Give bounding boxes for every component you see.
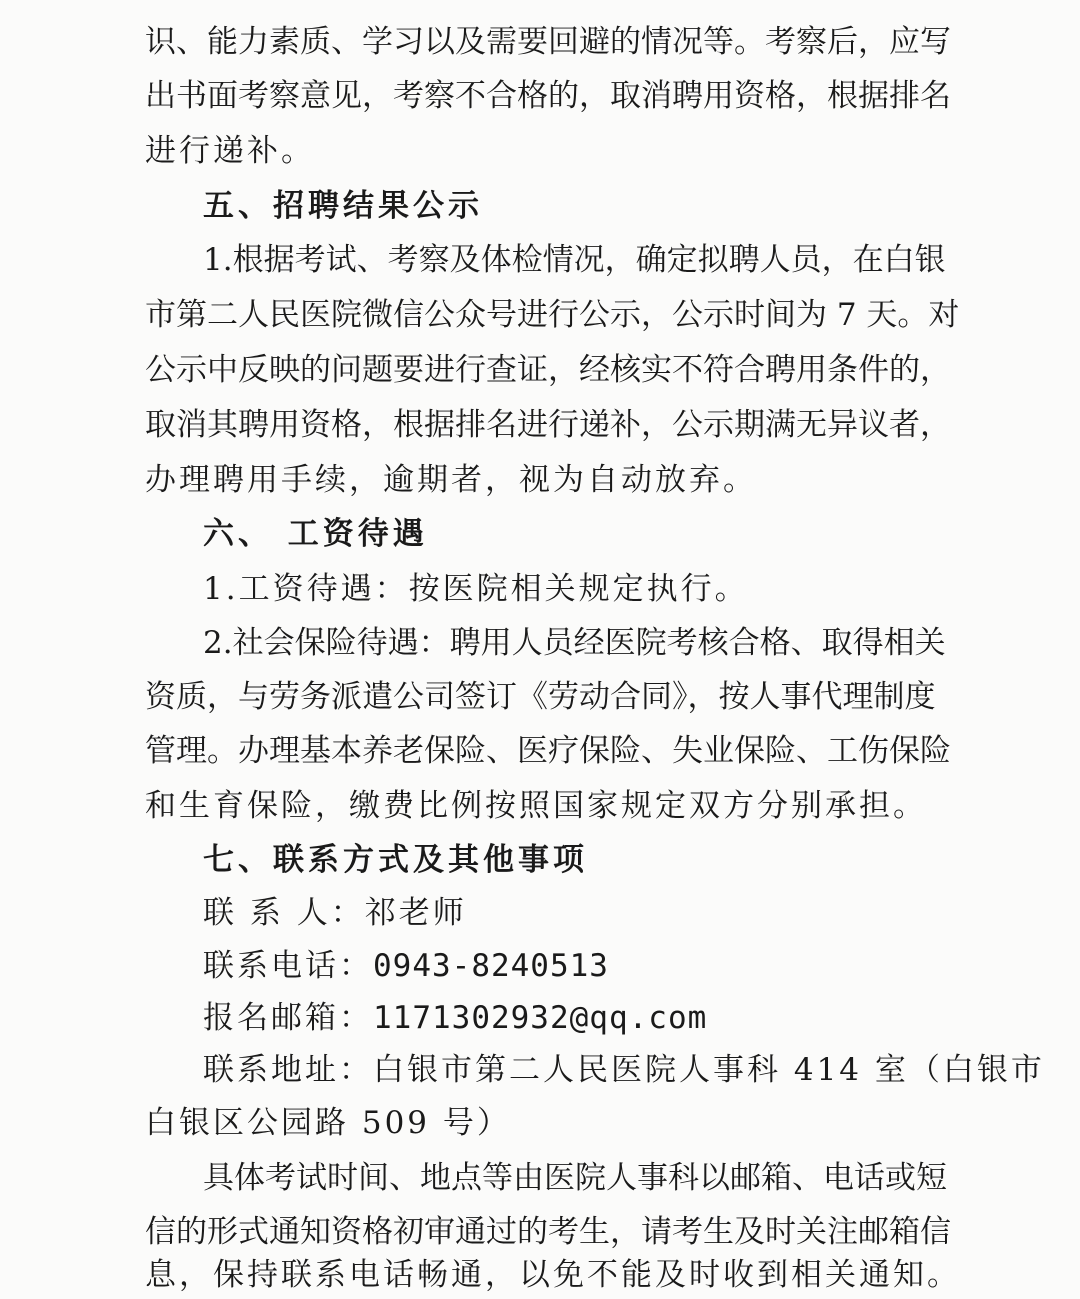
paragraph-line: 1.工资待遇：按医院相关规定执行。: [203, 571, 749, 607]
contact-email-label: 报名邮箱：: [203, 1000, 373, 1036]
paragraph-line: 信的形式通知资格初审通过的考生，请考生及时关注邮箱信: [145, 1214, 951, 1250]
contact-email-value: 1171302932@qq.com: [373, 1000, 708, 1036]
paragraph-line: 和生育保险，缴费比例按照国家规定双方分别承担。: [145, 788, 927, 824]
contact-person-row: [203, 893, 467, 933]
paragraph-line: 息，保持联系电话畅通，以免不能及时收到相关通知。: [145, 1257, 961, 1293]
contact-address-row: [203, 1050, 1045, 1090]
paragraph-line: 进行递补。: [145, 133, 315, 169]
contact-person-label: 联 系 人：: [203, 895, 365, 931]
contact-address-value: 白银市第二人民医院人事科 414 室（白银市: [373, 1052, 1045, 1088]
paragraph-line: 具体考试时间、地点等由医院人事科以邮箱、电话或短: [203, 1160, 947, 1196]
contact-address-label: 联系地址：: [203, 1052, 373, 1088]
paragraph-line: 出书面考察意见，考察不合格的，取消聘用资格，根据排名: [145, 78, 951, 114]
paragraph-line: 资质，与劳务派遣公司签订《劳动合同》，按人事代理制度: [145, 679, 936, 715]
paragraph-line: 办理聘用手续，逾期者，视为自动放弃。: [145, 462, 757, 498]
paragraph-line: 2.社会保险待遇：聘用人员经医院考核合格、取得相关: [203, 625, 946, 661]
section-heading-7: 七、联系方式及其他事项: [203, 842, 588, 878]
section-heading-6: 六、 工资待遇: [203, 516, 428, 552]
paragraph-line: 取消其聘用资格，根据排名进行递补，公示期满无异议者，: [145, 407, 951, 443]
contact-email-row: [203, 998, 707, 1038]
contact-address-continued: 白银区公园路 509 号）: [145, 1105, 511, 1141]
contact-phone-row: [203, 946, 609, 986]
paragraph-line: 识、能力素质、学习以及需要回避的情况等。考察后，应写: [145, 24, 951, 60]
paragraph-line: 公示中反映的问题要进行查证，经核实不符合聘用条件的，: [145, 352, 951, 388]
contact-person-value: 祁老师: [364, 895, 467, 931]
paragraph-line: 市第二人民医院微信公众号进行公示，公示时间为 7 天。对: [145, 297, 960, 333]
paragraph-line: 管理。办理基本养老保险、医疗保险、失业保险、工伤保险: [145, 733, 951, 769]
contact-phone-value: 0943-8240513: [373, 948, 609, 984]
section-heading-5: 五、招聘结果公示: [203, 188, 483, 224]
paragraph-line: 1.根据考试、考察及体检情况，确定拟聘人员，在白银: [203, 242, 946, 278]
contact-phone-label: 联系电话：: [203, 948, 373, 984]
